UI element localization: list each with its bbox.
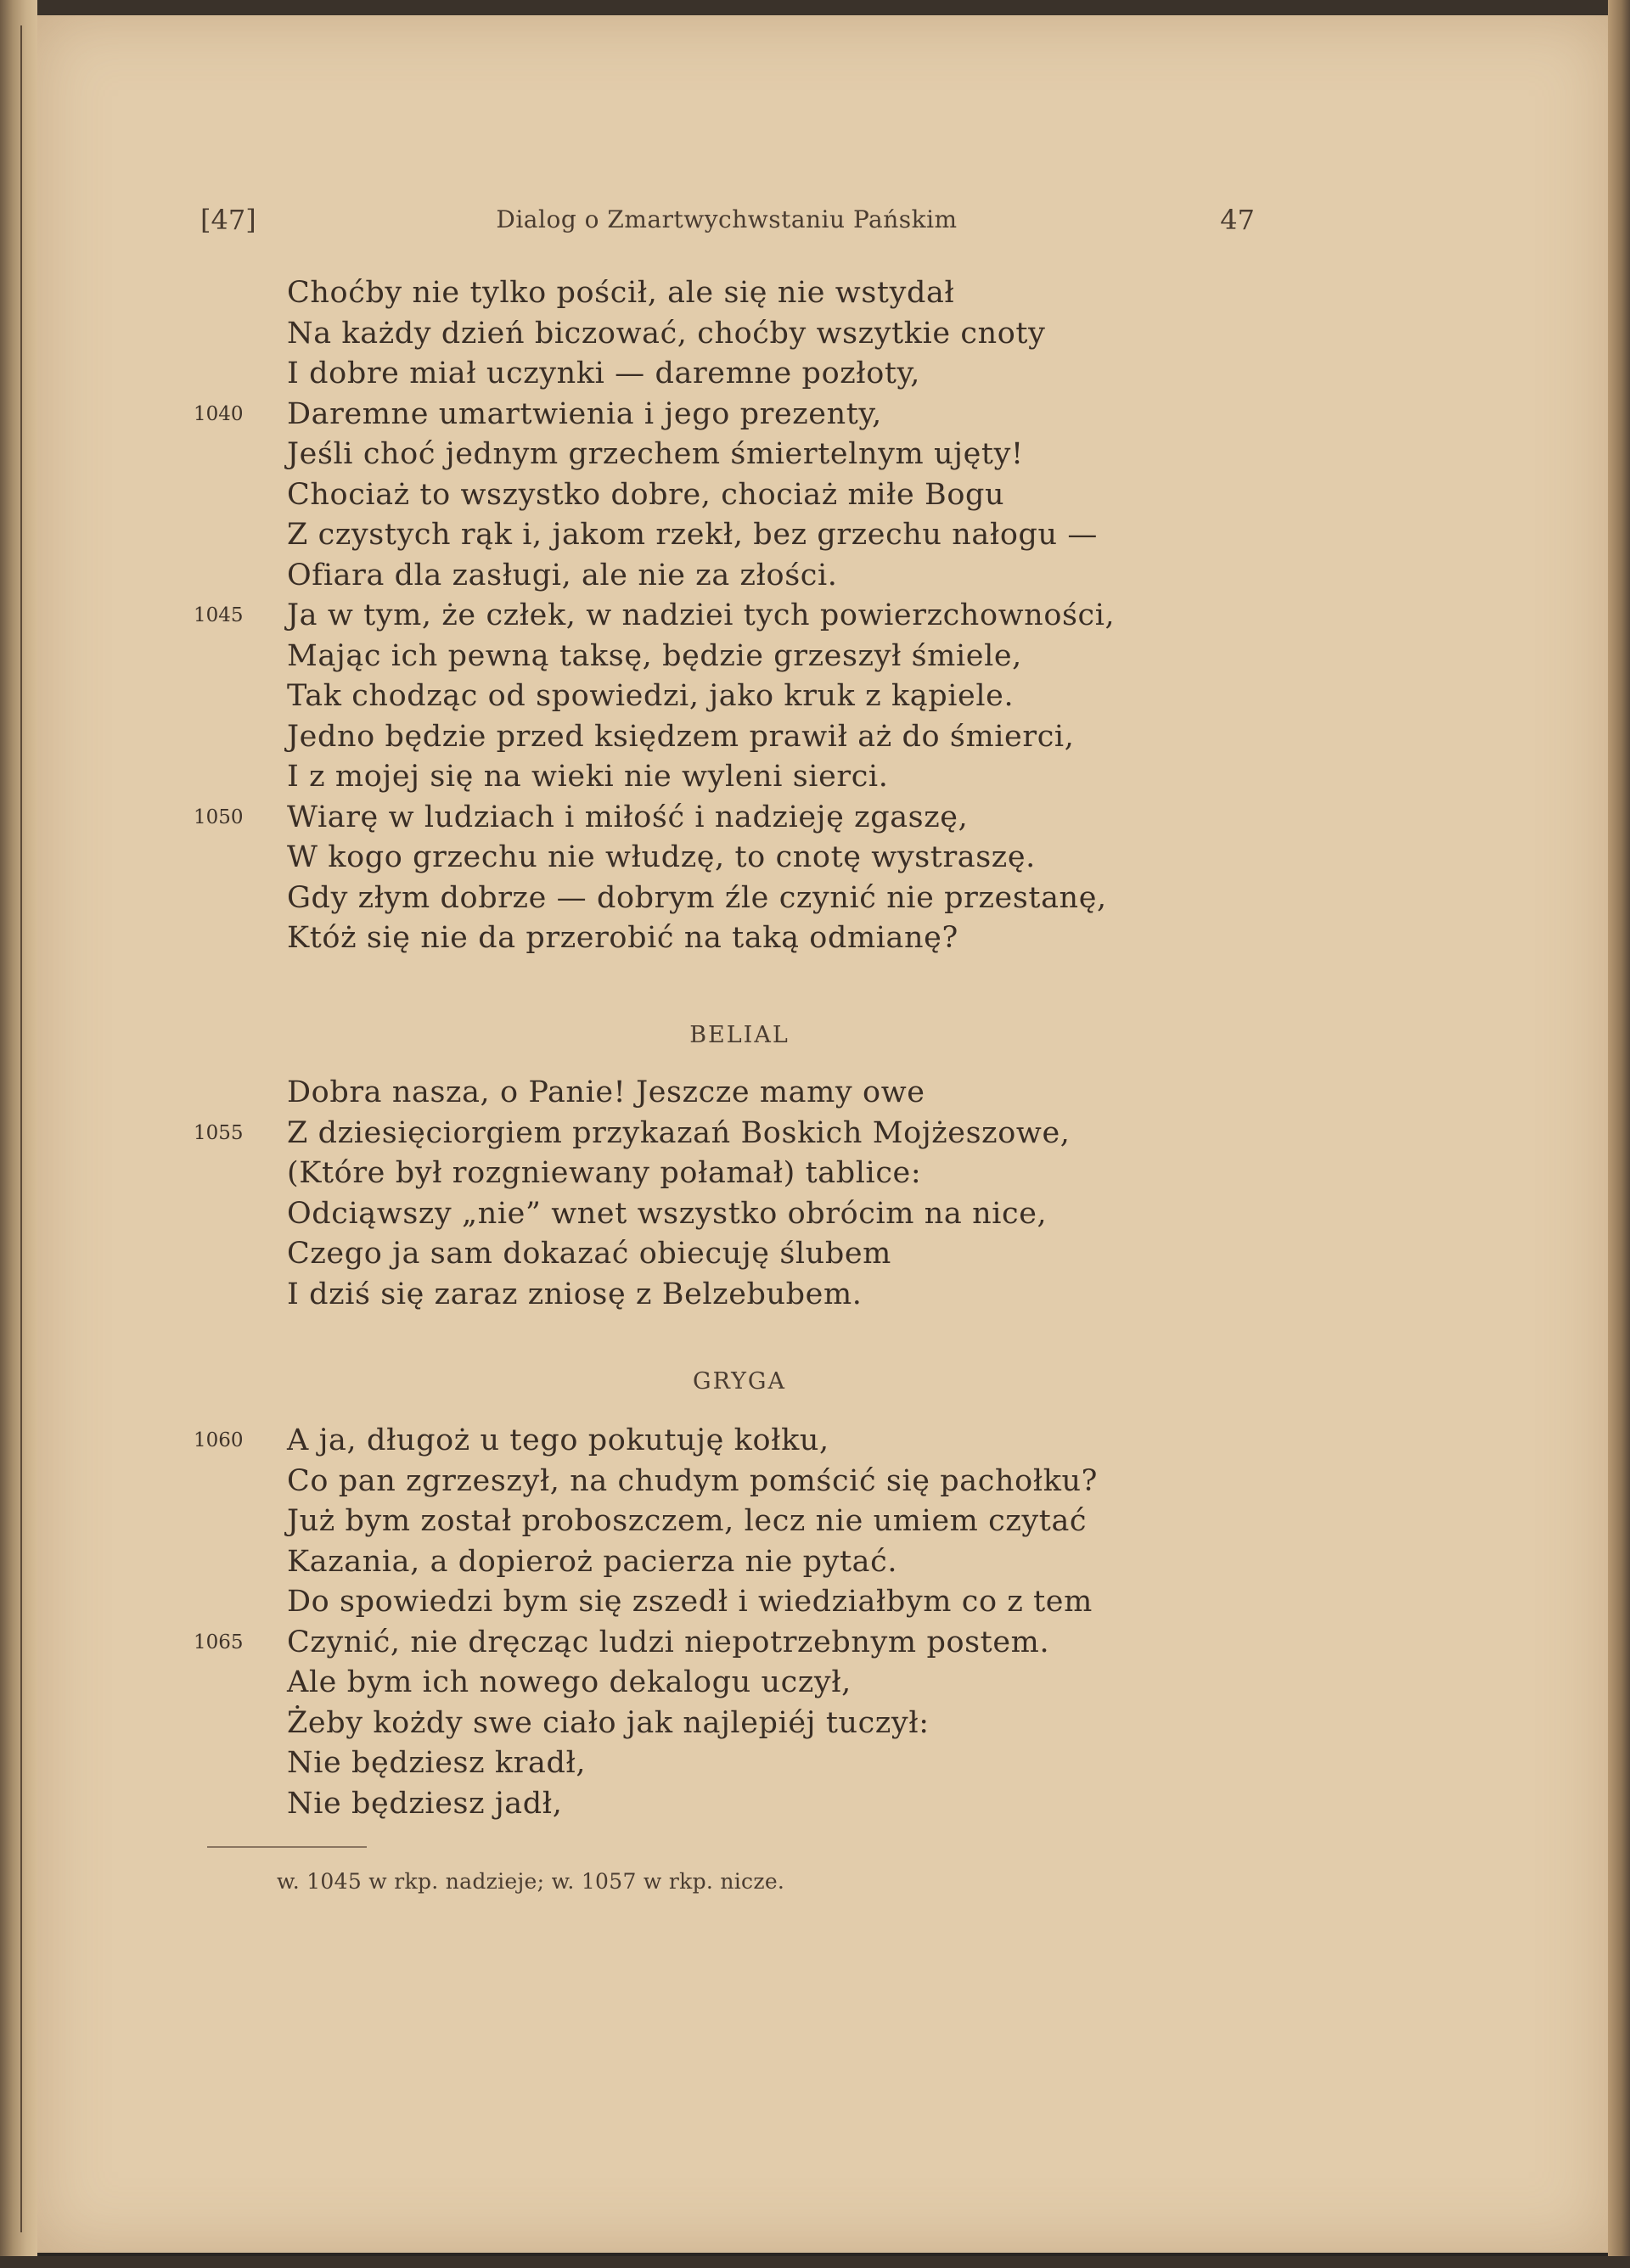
verse-text: Z dziesięciorgiem przykazań Boskich Mojżeszowe, — [287, 1115, 1071, 1150]
line-number: 1040 — [194, 402, 244, 425]
verse-text: Tak chodząc od spowiedzi, jako kruk z kąpiele. — [287, 679, 1015, 713]
verse-text: Daremne umartwienia i jego prezenty, — [287, 396, 882, 431]
verse-line — [0, 1502, 1630, 1542]
verse-text: Któż się nie da przerobić na taką odmianę? — [287, 921, 958, 955]
verse-line — [0, 717, 1630, 758]
line-number: 1045 — [194, 604, 244, 626]
scan-bottom-edge — [0, 2256, 1630, 2268]
page-number: 47 — [1220, 204, 1255, 236]
verse-line — [0, 1663, 1630, 1704]
line-number: 1050 — [194, 806, 244, 828]
verse-text: Dobra nasza, o Panie! Jeszcze mamy owe — [287, 1075, 925, 1109]
verse-line — [0, 757, 1630, 798]
verse-line — [0, 1623, 1630, 1664]
speaker-line — [0, 1015, 1630, 1056]
verse-line — [0, 314, 1630, 355]
verse-text: I z mojej się na wieki nie wyleni sierci. — [287, 760, 889, 794]
verse-text: Chociaż to wszystko dobre, chociaż miłe Bogu — [287, 477, 1005, 512]
running-head — [200, 204, 1255, 238]
verse-line — [0, 273, 1630, 314]
speaker-line — [0, 1361, 1630, 1402]
verse-line — [0, 637, 1630, 677]
page-bracket-number: [47] — [200, 204, 256, 236]
verse-line — [0, 354, 1630, 395]
verse-line — [0, 1743, 1630, 1784]
line-number: 1060 — [194, 1429, 244, 1451]
verse-line — [0, 395, 1630, 435]
verse-line — [0, 1462, 1630, 1502]
verse-line — [0, 1421, 1630, 1462]
verse-line — [0, 1784, 1630, 1825]
verse-text: Kazania, a dopieroż pacierza nie pytać. — [287, 1544, 898, 1579]
verse-line — [0, 676, 1630, 717]
verse-text: I dziś się zaraz zniosę z Belzebubem. — [287, 1277, 863, 1311]
verse-text: Jeśli choć jednym grzechem śmiertelnym ujęty! — [287, 437, 1024, 471]
verse-block-opening — [0, 273, 1630, 959]
verse-block-belial — [0, 1073, 1630, 1315]
verse-line — [0, 1194, 1630, 1235]
verse-text: Wiarę w ludziach i miłość i nadzieję zgaszę, — [287, 800, 969, 834]
verse-text: Z czystych rąk i, jakom rzekł, bez grzechu nałogu — — [287, 518, 1098, 552]
verse-text: Czego ja sam dokazać obiecuję ślubem — [287, 1237, 891, 1271]
verse-line — [0, 838, 1630, 879]
verse-text: Już bym został proboszczem, lecz nie umiem czytać — [287, 1504, 1088, 1538]
speaker-heading-belial — [0, 1015, 1630, 1056]
verse-line — [0, 1275, 1630, 1316]
verse-text: Ofiara dla zasługi, ale nie za złości. — [287, 558, 838, 592]
verse-text: Co pan zgrzeszył, na chudym pomścić się pachołku? — [287, 1463, 1099, 1498]
verse-line — [0, 475, 1630, 516]
verse-line — [0, 1704, 1630, 1744]
verse-line — [0, 596, 1630, 637]
verse-text: Do spowiedzi bym się zszedł i wiedziałbym co z tem — [287, 1585, 1093, 1619]
verse-line — [0, 435, 1630, 475]
verse-text: Ale bym ich nowego dekalogu uczył, — [287, 1665, 852, 1699]
verse-line — [0, 798, 1630, 839]
verse-line — [0, 1582, 1630, 1623]
speaker-heading-gryga — [0, 1361, 1630, 1402]
line-number: 1055 — [194, 1121, 244, 1144]
verse-block-gryga — [0, 1421, 1630, 1824]
verse-text: W kogo grzechu nie włudzę, to cnotę wystraszę. — [287, 840, 1036, 874]
verse-line — [0, 1154, 1630, 1194]
verse-text: Mając ich pewną taksę, będzie grzeszył śmiele, — [287, 638, 1022, 673]
verse-text: A ja, długoż u tego pokutuję kołku, — [287, 1423, 829, 1457]
speaker-name: BELIAL — [689, 1022, 790, 1048]
verse-line — [0, 1542, 1630, 1583]
scan-top-edge — [0, 0, 1630, 15]
verse-text: (Które był rozgniewany połamał) tablice: — [287, 1156, 922, 1190]
footnote-rule — [207, 1846, 367, 1848]
verse-text: Ja w tym, że człek, w nadziei tych powierzchowności, — [287, 598, 1116, 632]
verse-line — [0, 515, 1630, 556]
verse-line — [0, 556, 1630, 597]
verse-line — [0, 1073, 1630, 1114]
verse-text: Choćby nie tylko pościł, ale się nie wstydał — [287, 276, 955, 310]
line-number: 1065 — [194, 1631, 244, 1653]
speaker-name: GRYGA — [693, 1368, 786, 1395]
verse-text: Gdy złym dobrze — dobrym źle czynić nie przestanę, — [287, 880, 1107, 915]
footnote: w. 1045 w rkp. nadzieje; w. 1057 w rkp. nicze. — [277, 1869, 785, 1894]
verse-line — [0, 879, 1630, 919]
verse-text: Nie będziesz jadł, — [287, 1786, 563, 1821]
verse-text: Czynić, nie dręcząc ludzi niepotrzebnym postem. — [287, 1625, 1050, 1659]
running-title: Dialog o Zmartwychwstaniu Pańskim — [496, 205, 958, 233]
verse-text: I dobre miał uczynki — daremne pozłoty, — [287, 356, 921, 390]
verse-line — [0, 1114, 1630, 1154]
verse-text: Na każdy dzień biczować, choćby wszytkie cnoty — [287, 316, 1046, 351]
verse-text: Żeby kożdy swe ciało jak najlepiéj tuczył: — [287, 1705, 930, 1740]
verse-text: Nie będziesz kradł, — [287, 1746, 587, 1780]
verse-line — [0, 1234, 1630, 1275]
verse-text: Odciąwszy „nie” wnet wszystko obrócim na nice, — [287, 1196, 1048, 1231]
verse-line — [0, 918, 1630, 959]
verse-text: Jedno będzie przed księdzem prawił aż do śmierci, — [287, 719, 1075, 754]
